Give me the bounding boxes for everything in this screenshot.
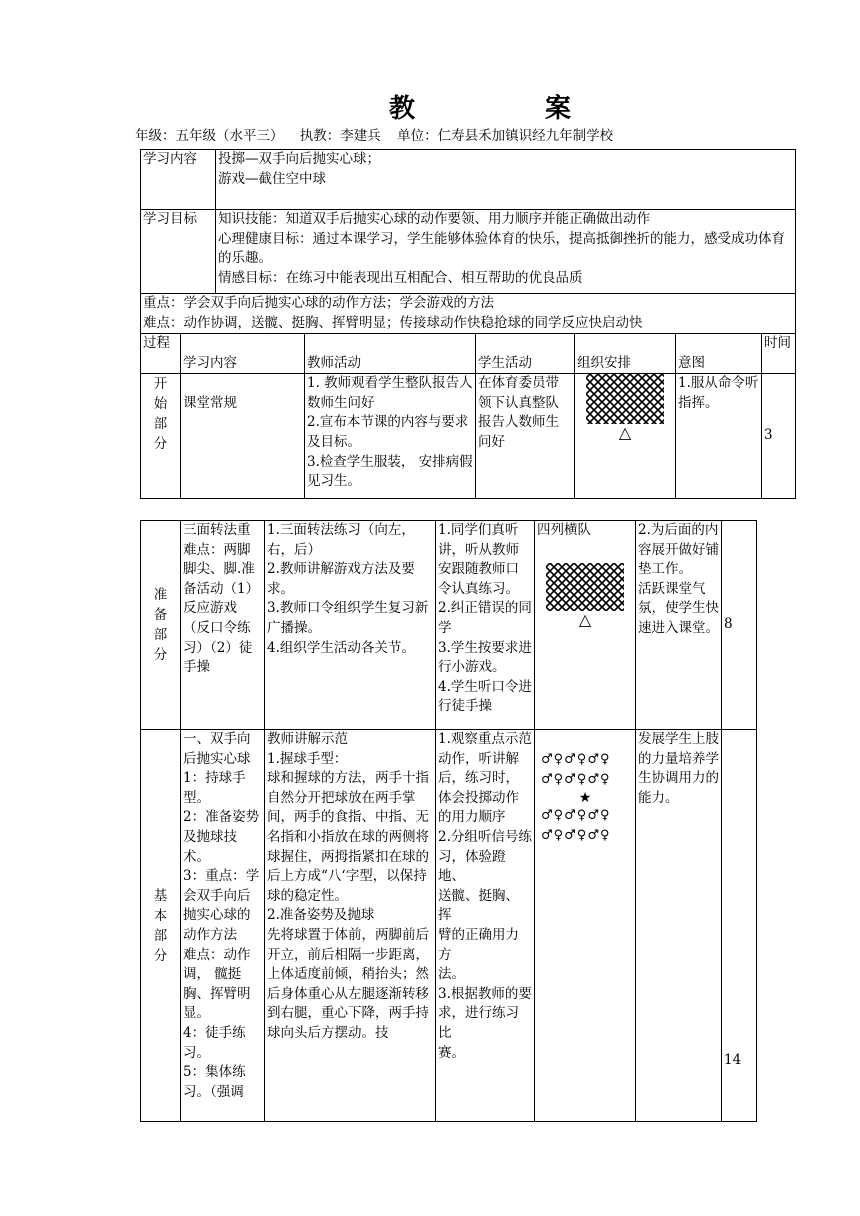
header-student: 学生活动	[476, 334, 575, 374]
header-content: 学习内容	[181, 334, 305, 374]
prep-content: 三面转法重难点：两脚脚尖、脚.准备活动（1）反应游戏（反口令练习）（2）徒手操	[181, 521, 265, 730]
start-phase-label: 开始部分	[153, 376, 168, 453]
basic-intent: 发展学生上肢的力量培养学生协调用力的能力。	[636, 730, 722, 1122]
unit-text: 单位：仁寿县禾加镇识经九年制学校	[397, 128, 614, 144]
key-difficult-points	[141, 294, 796, 334]
basic-content: 一、双手向后抛实心球 1：持球手型。 2：准备姿势及抛球技术。 3：重点：学会双手向后抛实心球的动作方法 难点：动作调， 髋挺胸、挥臂明显。 4：徒手练习。 5：集体练习。（强调	[181, 730, 265, 1122]
start-student: 在体育委员带领下认真整队报告人数师生问好	[476, 374, 575, 499]
start-organization	[575, 374, 676, 499]
teacher-position-icon-2: △	[578, 609, 592, 629]
prep-student: 1.同学们真听讲，听从教师安跟随教师口令认真练习。 2.纠正错误的同学 3.学生按要求进行小游戏。 4.学生听口令进行徒手操	[436, 521, 535, 730]
content-label: 学习内容	[141, 150, 216, 210]
prep-organization	[535, 521, 636, 730]
header-process: 过程	[141, 334, 181, 374]
header-intent: 意图	[676, 334, 762, 374]
header-teacher: 教师活动	[305, 334, 476, 374]
content-text: 投掷—双手向后抛实心球； 游戏—截住空中球	[216, 150, 796, 210]
start-intent: 1.服从命令听指挥。	[676, 374, 762, 499]
basic-teacher: 教师讲解示范 1.握球手型： 球和握球的方法，两手十指自然分开把球放在两手掌间，两手的食指、中指、无名指和小指放在球的两侧将球握住，两拇指紧扣在球的后上方成“八‘字型，以保持球的稳定性。 2.准备姿势及抛球 先将球置于体前，两脚前后开立，前后相隔一步距离，上体适度前倾，稍抬头；然后身体重心从左腿逐渐转移到右腿，重心下降，两手持球向头后方摆动。技	[265, 730, 436, 1122]
title-char-1: 教	[389, 94, 416, 124]
teacher-position-icon: △	[618, 423, 632, 443]
goal-text: 知识技能：知道双手后抛实心球的动作要领、用力顺序并能正确做出动作 心理健康目标：通过本课学习，学生能够体验体育的快乐，提高抵御挫折的能力，感受成功体育的乐趣。 情感目标：在练习中能表现出互相配合、相互帮助的优良品质	[216, 210, 796, 294]
start-time: 3	[762, 374, 796, 499]
difficult-point: 难点：动作协调，送髋、挺胸、挥臂明显；传接球动作快稳抢球的同学反应快启动快	[143, 314, 643, 331]
formation-row: ♂♀♂♀♂♀	[541, 752, 611, 767]
lesson-plan-table-top	[140, 149, 796, 499]
star-icon: ★	[578, 790, 592, 806]
prep-teacher: 1.三面转法练习（向左，右，后） 2.教师讲解游戏方法及要求。 3.教师口令组织学生复习新广播操。 4.组织学生活动各关节。	[265, 521, 436, 730]
formation-row: ♂♀♂♀♂♀	[541, 808, 611, 823]
basic-time: 14	[722, 730, 757, 1122]
header-time: 时间	[762, 334, 796, 374]
start-phase	[141, 374, 181, 499]
formation-grid-icon	[586, 374, 664, 424]
header-organization: 组织安排	[575, 334, 676, 374]
start-content: 课堂常规	[181, 374, 305, 499]
start-teacher: 1. 教师观看学生整队报告人数师生问好 2.宣布本节课的内容与要求及目标。 3.检查学生服装， 安排病假见习生。	[305, 374, 476, 499]
goal-label: 学习目标	[141, 210, 216, 294]
basic-organization	[535, 730, 636, 1122]
basic-student: 1.观察重点示范 动作，听讲解后，练习时，体会投掷动作的用力顺序 2.分组听信号练 习，体验蹬地、 送髋、挺胸、挥 臂的正确用力方 法。 3.根据教师的要求，进行练习比 赛。	[436, 730, 535, 1122]
prep-phase	[141, 521, 181, 730]
prep-org-text: 四列横队	[537, 522, 591, 538]
meta-line	[135, 124, 625, 144]
key-point: 重点：学会双手向后抛实心球的动作方法；学会游戏的方法	[143, 295, 494, 311]
prep-time: 8	[722, 521, 757, 730]
teacher-text: 执教：李建兵	[299, 128, 381, 144]
prep-phase-label: 准备部分	[153, 587, 168, 663]
formation-grid-icon-2	[546, 563, 624, 611]
formation-row: ♂♀♂♀♂♀	[541, 828, 611, 843]
formation-row: ♂♀♂♀♂♀	[541, 772, 611, 787]
prep-intent: 2.为后面的内容展开做好铺垫工作。 活跃课堂气氛，使学生快速进入课堂。	[636, 521, 722, 730]
basic-phase-label: 基本部分	[153, 887, 168, 964]
title-char-2: 案	[545, 94, 572, 124]
grade-text: 年级：五年级（水平三）	[135, 128, 284, 144]
lesson-plan-table-bottom	[140, 520, 757, 1122]
basic-phase	[141, 730, 181, 1122]
